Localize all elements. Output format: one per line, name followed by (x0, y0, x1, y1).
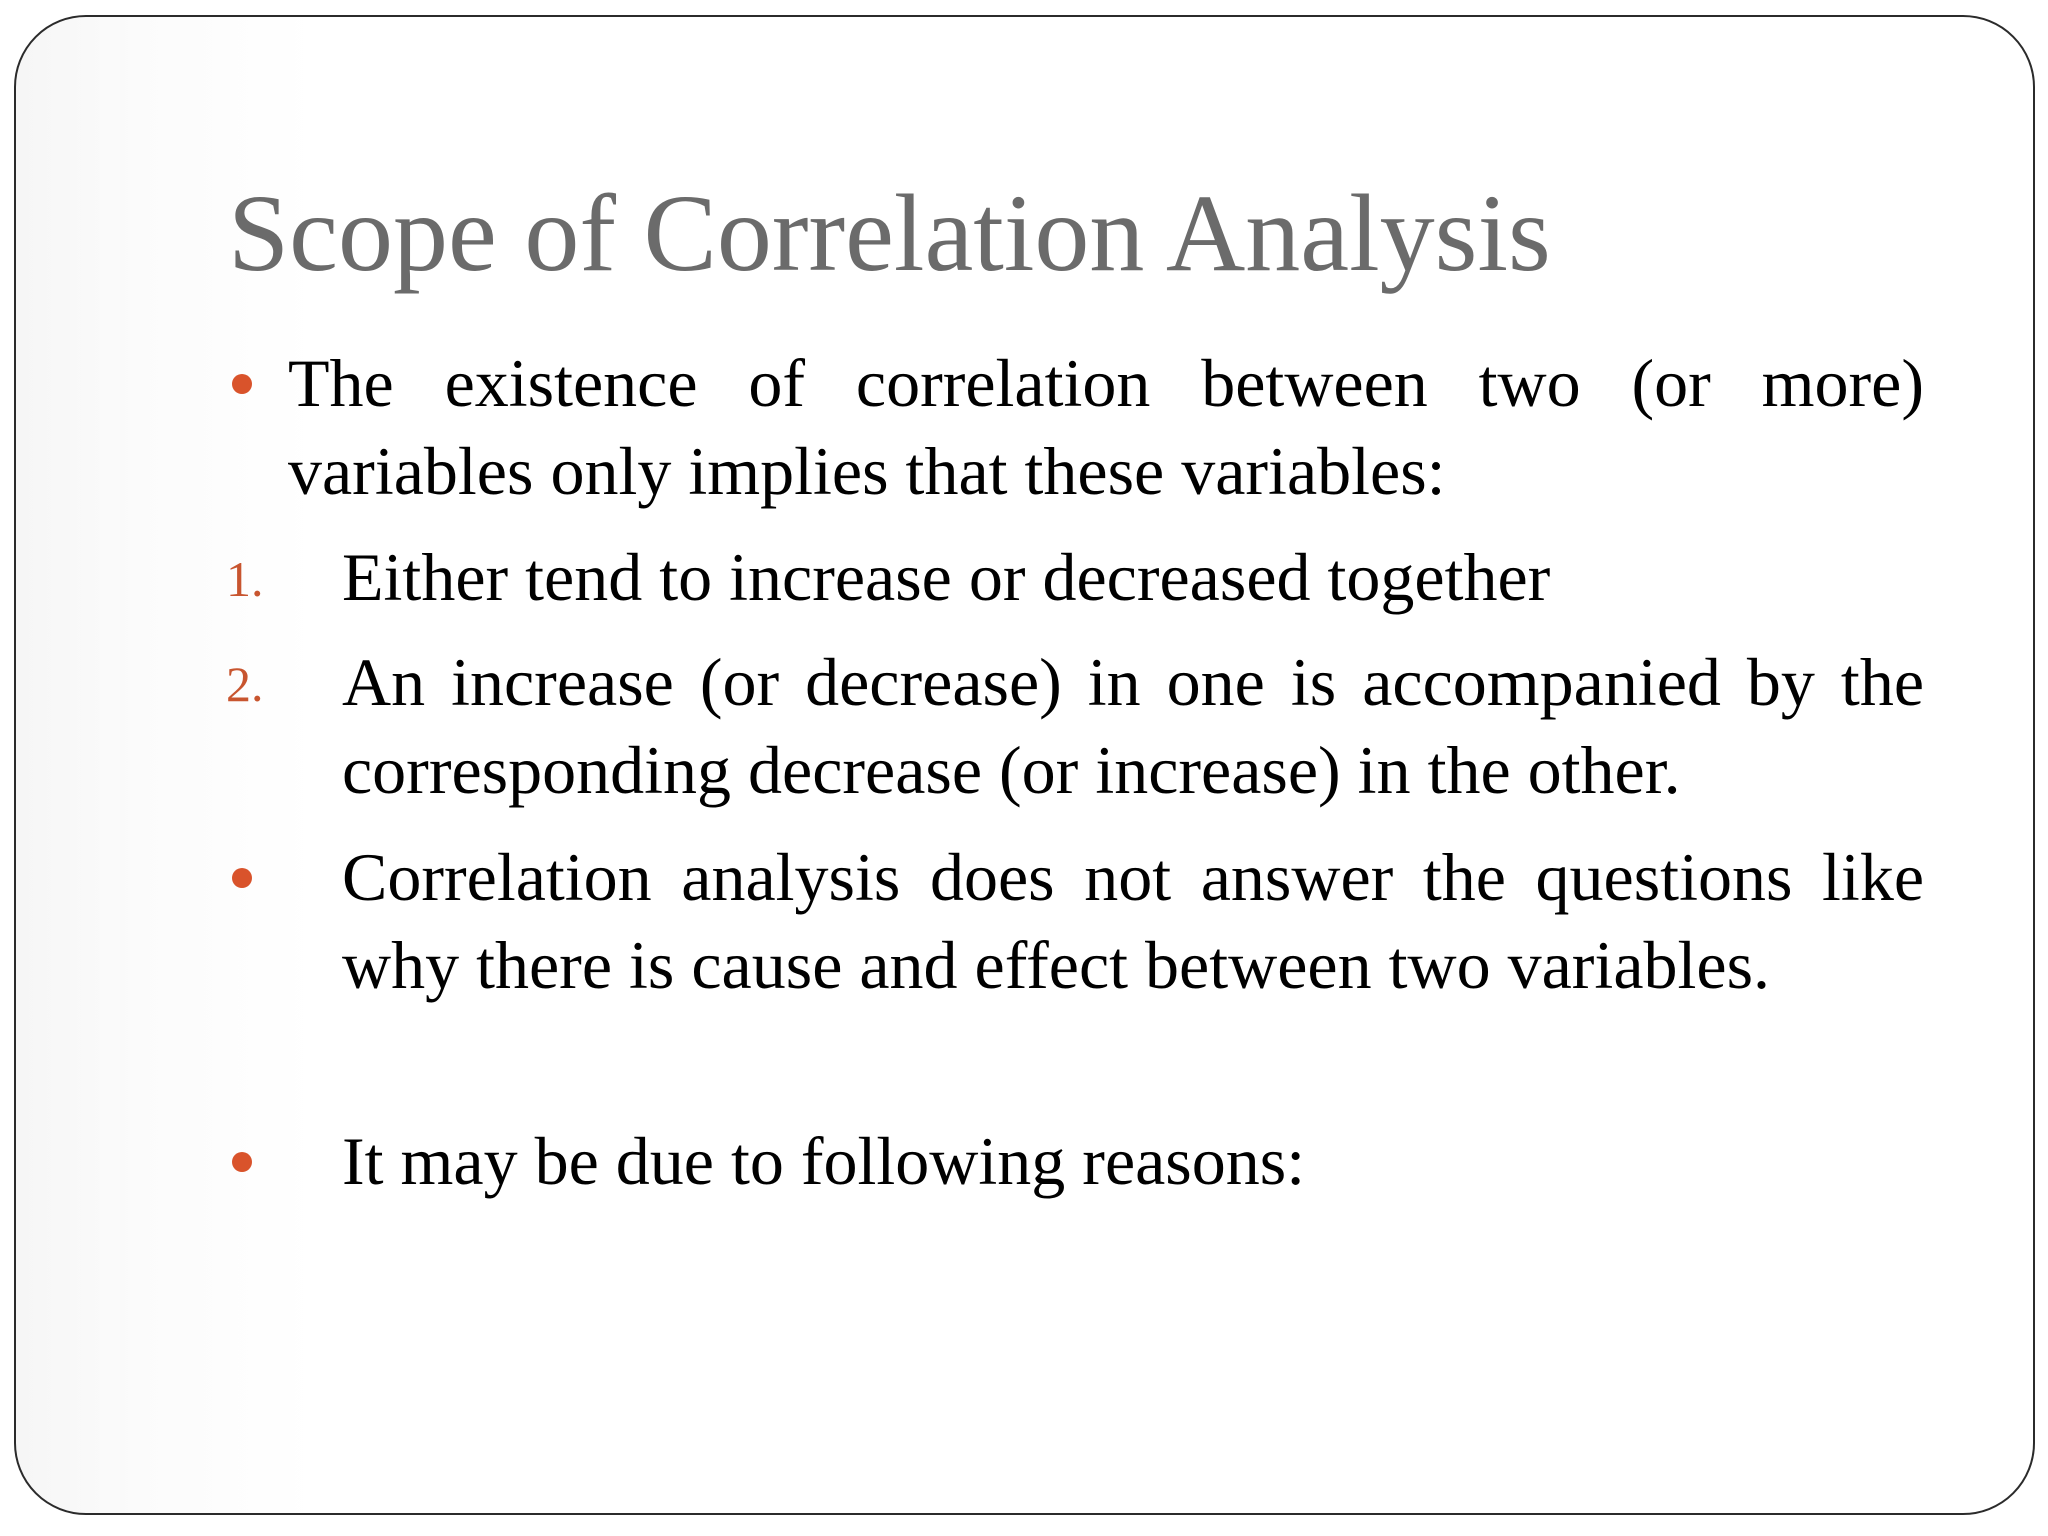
list-item-text: An increase (or decrease) in one is accompanied by the corresponding decrease (or increase) in the other. (342, 644, 1924, 808)
list-item-text: Either tend to increase or decreased together (342, 539, 1551, 615)
list-number: 2. (226, 656, 264, 712)
bullet-icon (232, 1152, 252, 1172)
bullet-icon (232, 374, 252, 394)
bullet-icon (232, 868, 252, 888)
list-number: 1. (226, 551, 264, 607)
list-item-text: Correlation analysis does not answer the questions like why there is cause and effect between two variables. (342, 839, 1924, 1003)
slide-title: Scope of Correlation Analysis (228, 172, 1551, 294)
list-item-text: It may be due to following reasons: (342, 1123, 1306, 1199)
list-item-text: The existence of correlation between two (or more) variables only implies that these variables: (288, 345, 1924, 509)
